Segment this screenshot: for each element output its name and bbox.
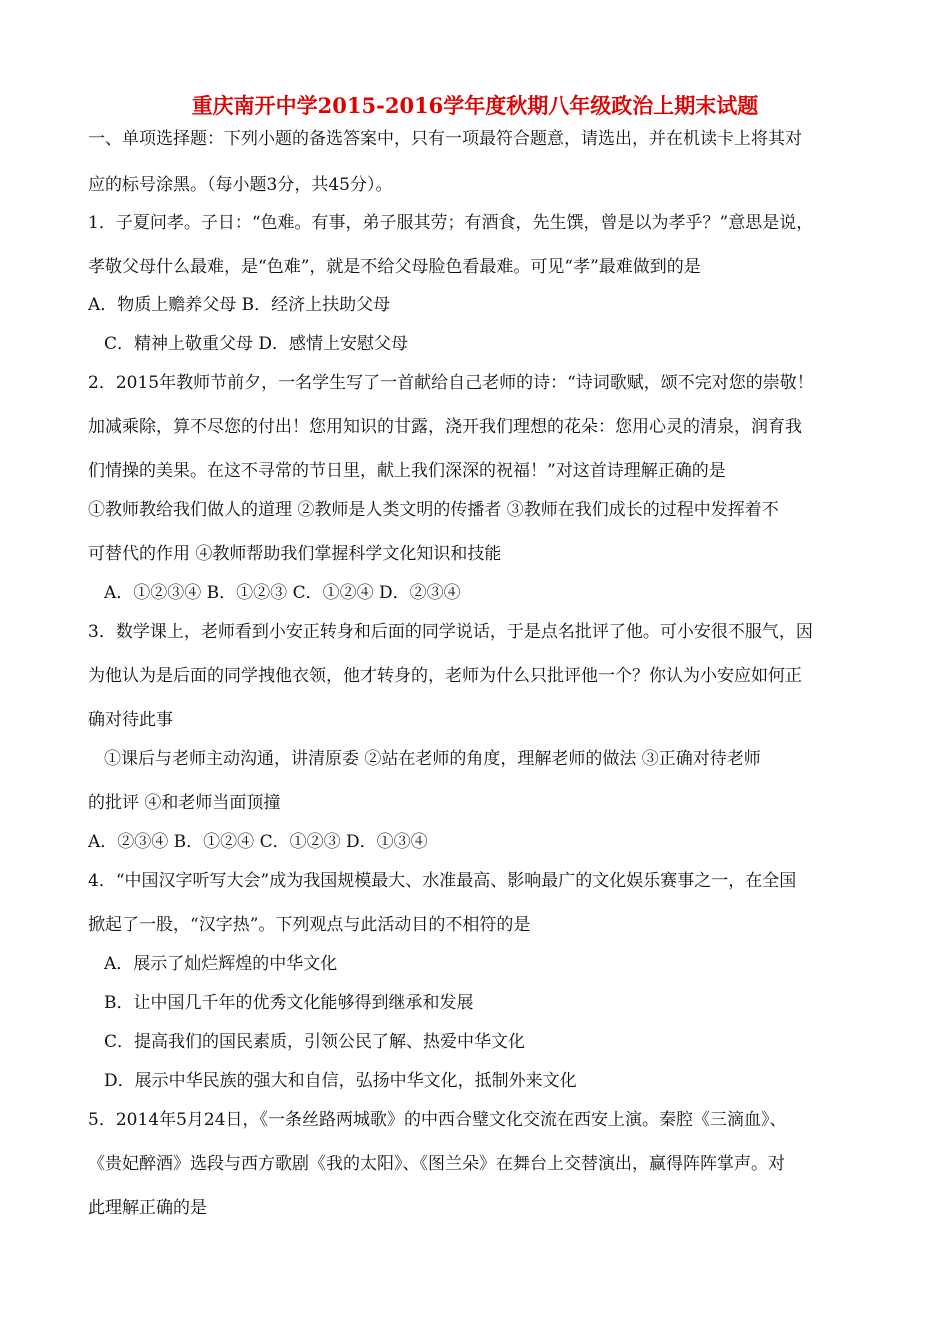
question-2-options: A．①②③④ B．①②③ C．①②④ D．②③④ <box>104 583 461 603</box>
question-3-stem: 为他认为是后面的同学拽他衣领，他才转身的，老师为什么只批评他一个？你认为小安应如何正 <box>88 666 802 686</box>
question-4-option-c: C．提高我们的国民素质，引领公民了解、热爱中华文化 <box>104 1032 526 1052</box>
question-1-options: C．精神上敬重父母 D．感情上安慰父母 <box>104 334 409 354</box>
question-4-option-a: A．展示了灿烂辉煌的中华文化 <box>104 954 338 974</box>
question-2-stem: 2．2015年教师节前夕，一名学生写了一首献给自己老师的诗：“诗词歌赋，颂不完对您的崇敬！ <box>88 373 814 393</box>
section-instruction-line: 一、单项选择题：下列小题的备选答案中，只有一项最符合题意，请选出，并在机读卡上将其对 <box>88 129 802 149</box>
question-1-stem: 孝敬父母什么最难，是“色难”，就是不给父母脸色看最难。可见“孝”最难做到的是 <box>88 257 701 277</box>
question-2-statements: ①教师教给我们做人的道理 ②教师是人类文明的传播者 ③教师在我们成长的过程中发挥着不 <box>88 500 779 520</box>
question-3-stem: 确对待此事 <box>88 710 173 730</box>
question-5-stem: 《贵妃醉酒》选段与西方歌剧《我的太阳》、《图兰朵》在舞台上交替演出，赢得阵阵掌声。对 <box>88 1154 785 1174</box>
question-5-stem: 5．2014年5月24日，《一条丝路两城歌》的中西合璧文化交流在西安上演。秦腔《三滴血》、 <box>88 1110 787 1130</box>
question-3-options: A．②③④ B．①②④ C．①②③ D．①③④ <box>88 832 428 852</box>
document-title: 重庆南开中学2015-2016学年度秋期八年级政治上期末试题 <box>191 93 759 118</box>
question-4-stem: 4．“中国汉字听写大会”成为我国规模最大、水准最高、影响最广的文化娱乐赛事之一，在全国 <box>88 871 797 891</box>
question-4-option-d: D．展示中华民族的强大和自信，弘扬中华文化，抵制外来文化 <box>104 1071 577 1091</box>
question-2-statements: 可替代的作用 ④教师帮助我们掌握科学文化知识和技能 <box>88 544 502 564</box>
question-1-stem: 1．子夏问孝。子日：“色难。有事，弟子服其劳；有酒食，先生馔，曾是以为孝乎？”意思是说， <box>88 213 814 233</box>
question-1-options: A．物质上赡养父母 B．经济上扶助父母 <box>88 295 391 315</box>
section-instruction-line: 应的标号涂黑。（每小题3分，共45分）。 <box>88 175 393 195</box>
question-3-statements: ①课后与老师主动沟通，讲清原委 ②站在老师的角度，理解老师的做法 ③正确对待老师 <box>104 749 761 769</box>
question-2-stem: 加减乘除，算不尽您的付出！您用知识的甘露，浇开我们理想的花朵：您用心灵的清泉，润育我 <box>88 417 802 437</box>
question-5-stem: 此理解正确的是 <box>88 1198 207 1218</box>
question-3-statements: 的批评 ④和老师当面顶撞 <box>88 793 281 813</box>
question-4-option-b: B．让中国几千年的优秀文化能够得到继承和发展 <box>104 993 474 1013</box>
question-3-stem: 3．数学课上，老师看到小安正转身和后面的同学说话，于是点名批评了他。可小安很不服气，因 <box>88 622 813 642</box>
question-2-stem: 们情操的美果。在这不寻常的节日里，献上我们深深的祝福！”对这首诗理解正确的是 <box>88 461 726 481</box>
question-4-stem: 掀起了一股，“汉字热”。下列观点与此活动目的不相符的是 <box>88 915 531 935</box>
